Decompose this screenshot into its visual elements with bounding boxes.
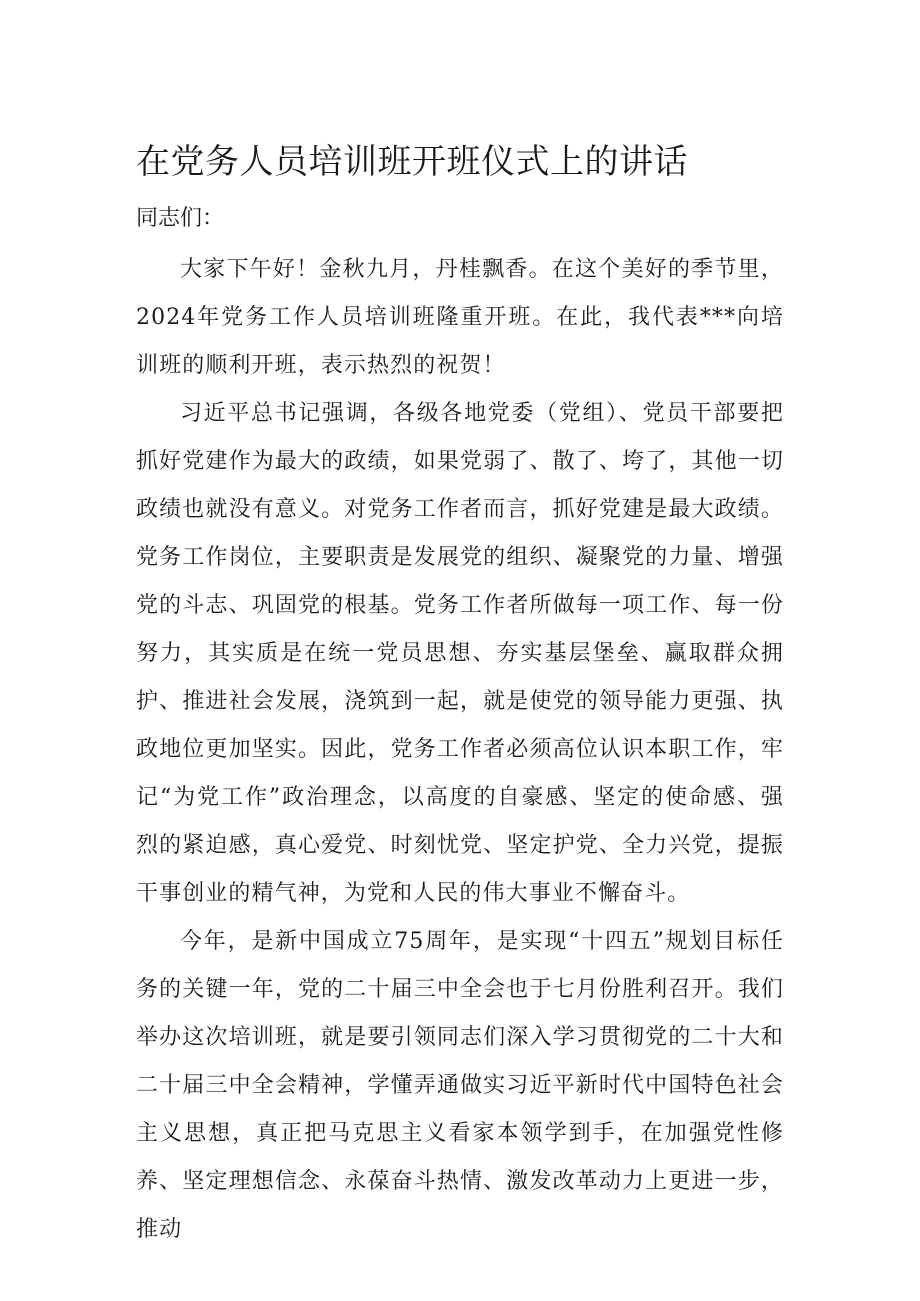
paragraph-this-year: 今年，是新中国成立75周年，是实现“十四五”规划目标任务的关键一年，党的二十届三中全会也于七月份胜利召开。我们举办这次培训班，就是要引领同志们深入学习贯彻党的二十大和二十届三中全会精神，学懂弄通做实习近平新时代中国特色社会主义思想，真正把马克思主义看家本领学到手，在加强党性修养、坚定理想信念、永葆奋斗热情、激发改革动力上更进一步，推动 xyxy=(136,929,784,1242)
paragraph-greeting: 大家下午好！金秋九月，丹桂飘香。在这个美好的季节里，2024年党务工作人员培训班隆重开班。在此，我代表***向培训班的顺利开班，表示热烈的祝贺！ xyxy=(136,257,784,378)
paragraph-party-building: 习近平总书记强调，各级各地党委（党组）、党员干部要把抓好党建作为最大的政绩，如果党弱了、散了、垮了，其他一切政绩也就没有意义。对党务工作者而言，抓好党建是最大政绩。党务工作岗位，主要职责是发展党的组织、凝聚党的力量、增强党的斗志、巩固党的根基。党务工作者所做每一项工作、每一份努力，其实质是在统一党员思想、夯实基层堡垒、赢取群众拥护、推进社会发展，浇筑到一起，就是使党的领导能力更强、执政地位更加坚实。因此，党务工作者必须高位认识本职工作，牢记“为党工作”政治理念，以高度的自豪感、坚定的使命感、强烈的紧迫感，真心爱党、时刻忧党、坚定护党、全力兴党，提振干事创业的精气神，为党和人民的伟大事业不懈奋斗。 xyxy=(136,401,784,906)
salutation: 同志们： xyxy=(136,206,225,231)
document-title: 在党务人员培训班开班仪式上的讲话 xyxy=(136,142,688,182)
